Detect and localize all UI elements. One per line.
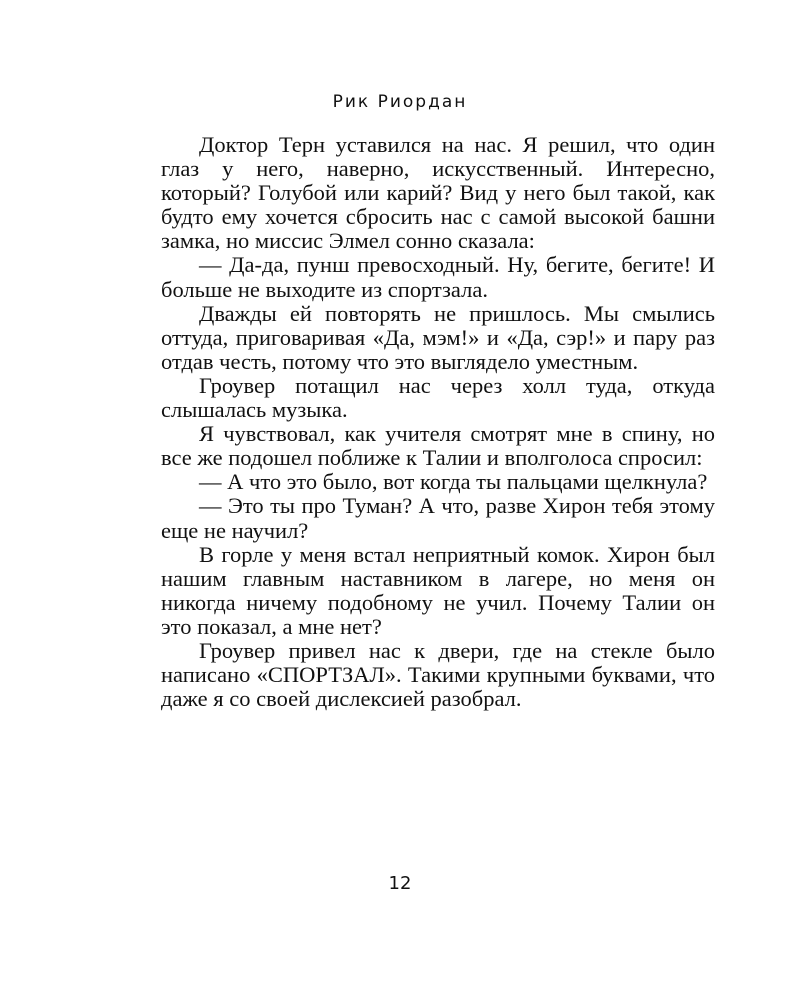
- running-head-author: Рик Риордан: [332, 92, 468, 112]
- paragraph: Я чувствовал, как учителя смотрят мне в спину, но все же подошел поближе к Талии и вполголоса спросил:: [161, 421, 715, 471]
- paragraph: Гроувер потащил нас через холл туда, откуда слышалась музыка.: [161, 372, 715, 423]
- paragraph: Гроувер привел нас к двери, где на стекле было написано «СПОРТЗАЛ». Такими крупными буквами, что даже я со своей дислексией разобрал.: [161, 637, 715, 712]
- paragraph: Доктор Терн уставился на нас. Я решил, что один глаз у него, наверно, искусственный. Интересно, который? Голубой или карий? Вид у него был такой, как будто ему хочется сбросить нас с самой высокой башни замка, но миссис Элмел сонно сказала:: [161, 132, 715, 254]
- page-number: 12: [388, 873, 412, 894]
- paragraph: — Да-да, пунш превосходный. Ну, бегите, бегите! И больше не выходите из спортзала.: [161, 252, 715, 302]
- body-text: [161, 133, 715, 711]
- paragraph: В горле у меня встал неприятный комок. Хирон был нашим главным наставником в лагере, но меня он никогда ничему подобному не учил. Почему Талии он это показал, а мне нет?: [161, 541, 715, 639]
- paragraph: — Это ты про Туман? А что, разве Хирон тебя этому еще не научил?: [161, 493, 715, 543]
- paragraph: — А что это было, вот когда ты пальцами щелкнула?: [199, 469, 708, 495]
- paragraph: Дважды ей повторять не пришлось. Мы смылись оттуда, приговаривая «Да, мэм!» и «Да, сэр!» и пару раз отдав честь, потому что это выглядело уместным.: [161, 300, 715, 374]
